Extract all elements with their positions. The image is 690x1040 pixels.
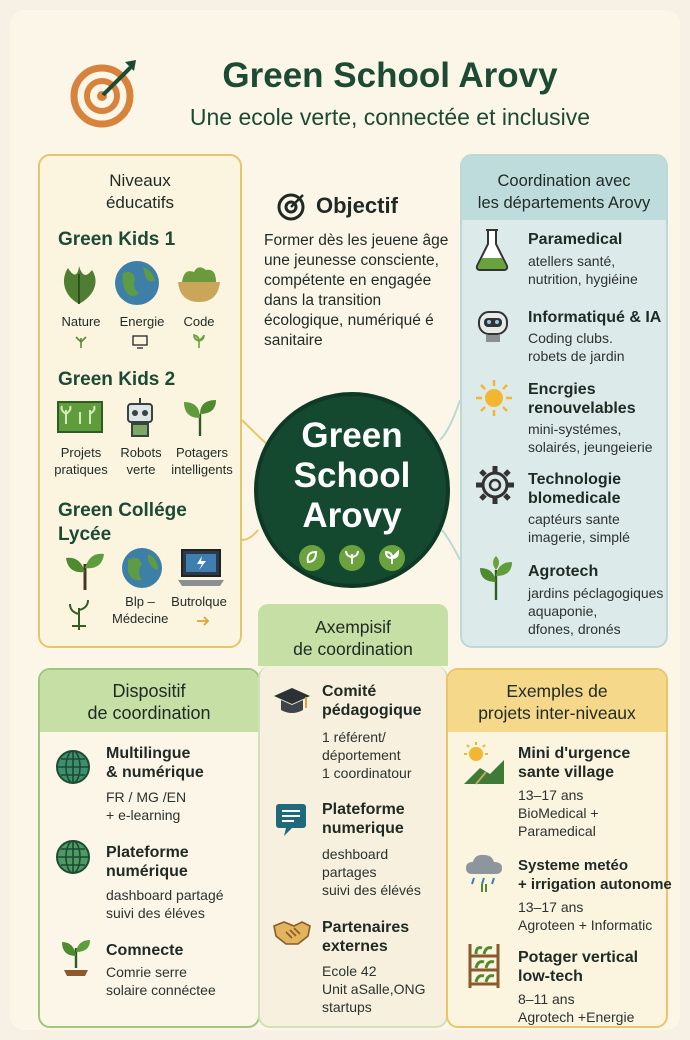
robot-head-icon (474, 304, 512, 344)
objective-target-icon (276, 192, 306, 222)
dept-title: Encrgies renouvelables (528, 381, 636, 417)
sun-icon (474, 378, 514, 418)
shelf-icon (464, 942, 504, 990)
example-desc: 13–17 ans BioMedical + Paramedical (518, 787, 599, 839)
dept-desc: mini-systémes, solairés, jeungeierie (528, 421, 653, 455)
globe-grid-icon (54, 838, 92, 876)
sprout-icon (178, 396, 222, 438)
page-title: Green School Arovy (222, 56, 558, 95)
graduation-cap-icon (272, 684, 312, 718)
level-item-label: Blp – Médecine (112, 594, 169, 626)
axempisif-heading: Axempisif de coordination (293, 617, 413, 659)
dept-title: Informatiqué & IA (528, 309, 662, 326)
level-item-label: Code (183, 314, 215, 329)
arrow-icon (196, 616, 210, 626)
small-sprout-icon (192, 334, 206, 348)
center-title: Green School Arovy (293, 416, 411, 535)
plant-icon (476, 556, 516, 602)
seedling-icon (58, 934, 94, 976)
example-desc: 8–11 ans Agrotech +Energie (518, 991, 635, 1025)
monitor-icon (132, 335, 148, 349)
leaf-icon (56, 262, 102, 306)
dept-desc: jardins péclagogiques aquaponie, dfones, dronés (528, 585, 664, 637)
dispositif-heading: Dispositif de coordination (87, 681, 211, 723)
example-title: Potager vertical low-tech (518, 949, 639, 985)
rain-cloud-icon (464, 852, 504, 892)
herb-icon (64, 596, 94, 630)
axempisif-desc: deshboard partages suivi des élévés (322, 846, 421, 898)
flask-icon (474, 228, 510, 272)
globe-grid-icon (54, 748, 92, 786)
level-item-label: Butrolque (171, 594, 227, 609)
levels-heading: Niveaux éducatifs (105, 171, 175, 212)
objective-title: Objectif (316, 193, 398, 218)
robot-icon (120, 396, 160, 438)
level-green-college: Green Collége Lycée (58, 500, 187, 545)
small-plant-icon (74, 334, 88, 348)
dept-title: Paramedical (528, 231, 623, 248)
garden-bed-icon (56, 400, 104, 436)
handshake-icon (272, 916, 312, 948)
dept-desc: atellers santé, nutrition, hygiéine (528, 253, 638, 287)
objective-text: Former dès les jeuene âge une jeunesse consciente, compétente en engagée dans la transition écologique, numériqué é sanitaire (264, 232, 449, 349)
example-title: Mini d'urgence sante village (518, 745, 631, 781)
examples-heading: Exemples de projets inter-niveaux (478, 681, 636, 723)
dispositif-title: Plateforme numérique (106, 844, 189, 880)
gear-icon (474, 464, 516, 506)
bowl-icon (174, 262, 224, 306)
level-green-kids-1: Green Kids 1 (58, 229, 176, 250)
axempisif-title: Comité pédagogique (322, 683, 422, 719)
axempisif-desc: 1 référent/ déportement 1 coordinatour (322, 729, 412, 781)
example-desc: 13–17 ans Agroteen + Informatic (518, 899, 653, 933)
example-title: Systeme metéo + irrigation autonome (518, 857, 672, 893)
dept-desc: Coding clubs. robets de jardin (528, 330, 625, 364)
dispositif-title: Multilingue & numérique (106, 745, 204, 781)
center-leaf-icons (296, 542, 408, 574)
tree-icon (62, 548, 108, 590)
dept-title: Agrotech (528, 563, 599, 580)
page-subtitle: Une ecole verte, connectée et inclusive (189, 104, 591, 130)
earth-icon (120, 546, 164, 590)
level-item-label: Potagers intelligents (171, 445, 233, 477)
level-item-label: Energie (119, 314, 165, 329)
axempisif-title: Plateforme numerique (322, 801, 405, 837)
dept-title: Technologie blomedicale (528, 471, 622, 507)
dept-desc: captéurs sante imagerie, simplé (528, 511, 630, 545)
dispositif-desc: Comrie serre solaire connéctee (106, 964, 216, 998)
coordination-departments-heading: Coordination avec les départements Arovy (477, 172, 651, 212)
level-item-label: Projets pratiques (54, 445, 108, 477)
globe-icon (113, 259, 161, 307)
level-item-label: Robots verte (120, 445, 162, 477)
laptop-icon (178, 548, 224, 588)
level-green-kids-2: Green Kids 2 (58, 369, 176, 390)
dispositif-desc: dashboard partagé suivi des éléves (106, 887, 224, 921)
dispositif-title: Comnecte (106, 942, 184, 959)
landscape-icon (462, 742, 506, 786)
target-arrow-icon (70, 58, 140, 128)
axempisif-title: Partenaires externes (322, 919, 410, 955)
platform-icon (274, 802, 308, 838)
level-item-label: Nature (61, 314, 101, 329)
axempisif-desc: Ecole 42 Unit aSalle,ONG startups (322, 963, 426, 1015)
dispositif-desc: FR / MG /EN + e-learning (106, 789, 187, 823)
